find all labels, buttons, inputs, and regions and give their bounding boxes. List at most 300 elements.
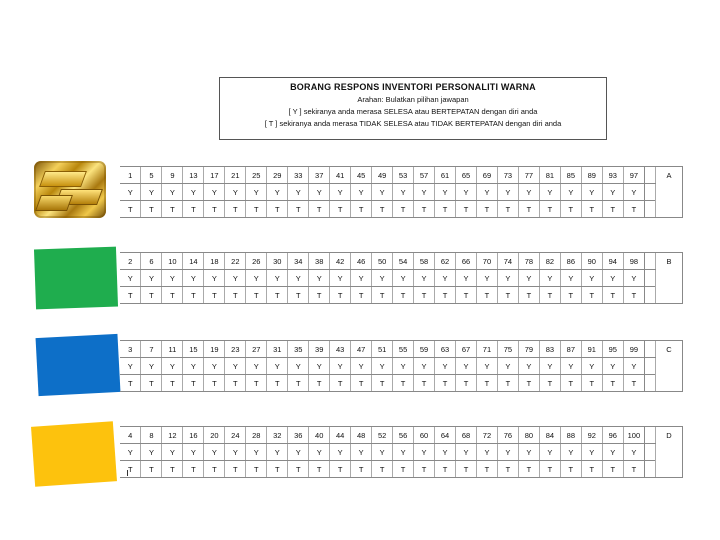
answer-t-option[interactable]: T xyxy=(456,287,477,304)
answer-y-option[interactable]: Y xyxy=(539,444,560,461)
answer-y-option[interactable]: Y xyxy=(414,270,435,287)
answer-y-option[interactable]: Y xyxy=(330,444,351,461)
question-number: 97 xyxy=(623,167,644,184)
answer-t-option[interactable]: T xyxy=(497,375,518,392)
answer-t-option[interactable]: T xyxy=(476,287,497,304)
answer-t-option[interactable]: T xyxy=(204,375,225,392)
answer-y-option[interactable]: Y xyxy=(225,358,246,375)
table-row xyxy=(120,461,683,478)
answer-t-option[interactable]: T xyxy=(560,461,581,478)
answer-y-option[interactable]: Y xyxy=(267,184,288,201)
answer-t-option[interactable]: T xyxy=(225,375,246,392)
answer-y-option[interactable]: Y xyxy=(560,270,581,287)
section-table xyxy=(120,426,683,478)
answer-t-option[interactable]: T xyxy=(497,461,518,478)
answer-t-option[interactable]: T xyxy=(372,461,393,478)
spacer-cell xyxy=(645,201,656,218)
question-number: 52 xyxy=(372,427,393,444)
answer-y-option[interactable]: Y xyxy=(435,444,456,461)
question-number: 16 xyxy=(183,427,204,444)
answer-y-option[interactable]: Y xyxy=(456,184,477,201)
question-number: 33 xyxy=(288,167,309,184)
question-number: 34 xyxy=(288,253,309,270)
answer-y-option[interactable]: Y xyxy=(288,184,309,201)
answer-t-option[interactable]: T xyxy=(414,287,435,304)
answer-y-option[interactable]: Y xyxy=(288,270,309,287)
answer-y-option[interactable]: Y xyxy=(476,184,497,201)
question-number: 17 xyxy=(204,167,225,184)
answer-y-option[interactable]: Y xyxy=(623,184,644,201)
answer-y-option[interactable]: Y xyxy=(351,358,372,375)
question-number: 21 xyxy=(225,167,246,184)
question-number: 77 xyxy=(518,167,539,184)
answer-t-option[interactable]: T xyxy=(518,461,539,478)
question-number: 43 xyxy=(330,341,351,358)
answer-t-option[interactable]: T xyxy=(309,287,330,304)
answer-t-option[interactable]: T xyxy=(120,201,141,218)
question-number: 28 xyxy=(246,427,267,444)
answer-t-option[interactable]: T xyxy=(351,287,372,304)
answer-y-option[interactable]: Y xyxy=(372,184,393,201)
table-row xyxy=(120,444,683,461)
answer-t-option[interactable]: T xyxy=(581,375,602,392)
answer-y-option[interactable]: Y xyxy=(267,444,288,461)
answer-y-option[interactable]: Y xyxy=(351,444,372,461)
answer-y-option[interactable]: Y xyxy=(141,358,162,375)
answer-t-option[interactable]: T xyxy=(267,461,288,478)
answer-y-option[interactable]: Y xyxy=(162,270,183,287)
answer-y-option[interactable]: Y xyxy=(539,270,560,287)
answer-y-option[interactable]: Y xyxy=(309,358,330,375)
spacer-cell xyxy=(645,270,656,287)
section-table xyxy=(120,252,683,304)
question-number: 61 xyxy=(435,167,456,184)
answer-t-option[interactable]: T xyxy=(393,287,414,304)
answer-y-option[interactable]: Y xyxy=(204,358,225,375)
question-number: 65 xyxy=(456,167,477,184)
question-number: 81 xyxy=(539,167,560,184)
answer-y-option[interactable]: Y xyxy=(602,444,623,461)
answer-y-option[interactable]: Y xyxy=(393,270,414,287)
answer-y-option[interactable]: Y xyxy=(518,444,539,461)
form-header xyxy=(219,77,607,140)
question-number: 37 xyxy=(309,167,330,184)
question-number: 99 xyxy=(623,341,644,358)
answer-y-option[interactable]: Y xyxy=(414,444,435,461)
answer-t-option[interactable]: T xyxy=(162,375,183,392)
answer-y-option[interactable]: Y xyxy=(330,270,351,287)
question-number: 18 xyxy=(204,253,225,270)
answer-y-option[interactable]: Y xyxy=(246,184,267,201)
answer-y-option[interactable]: Y xyxy=(225,270,246,287)
answer-y-option[interactable]: Y xyxy=(560,358,581,375)
answer-t-option[interactable]: T xyxy=(288,287,309,304)
question-number: 38 xyxy=(309,253,330,270)
answer-y-option[interactable]: Y xyxy=(518,358,539,375)
answer-y-option[interactable]: Y xyxy=(183,270,204,287)
answer-t-option[interactable]: T xyxy=(435,375,456,392)
question-number: 73 xyxy=(497,167,518,184)
answer-t-option[interactable]: T xyxy=(518,287,539,304)
answer-t-option[interactable]: T xyxy=(476,461,497,478)
answer-t-option[interactable]: T xyxy=(183,375,204,392)
table-row xyxy=(120,375,683,392)
answer-t-option[interactable]: T xyxy=(623,201,644,218)
question-number: 24 xyxy=(225,427,246,444)
answer-y-option[interactable]: Y xyxy=(246,358,267,375)
answer-t-option[interactable]: T xyxy=(162,201,183,218)
answer-y-option[interactable]: Y xyxy=(225,184,246,201)
spacer-cell xyxy=(645,461,656,478)
question-number: 63 xyxy=(435,341,456,358)
question-number: 74 xyxy=(497,253,518,270)
question-number: 20 xyxy=(204,427,225,444)
answer-y-option[interactable]: Y xyxy=(183,444,204,461)
answer-t-option[interactable]: T xyxy=(602,287,623,304)
answer-y-option[interactable]: Y xyxy=(581,270,602,287)
answer-t-option[interactable]: T xyxy=(183,461,204,478)
answer-y-option[interactable]: Y xyxy=(393,184,414,201)
answer-t-option[interactable]: T xyxy=(288,375,309,392)
question-number: 25 xyxy=(246,167,267,184)
answer-t-option[interactable]: T xyxy=(141,375,162,392)
question-number: 1 xyxy=(120,167,141,184)
answer-t-option[interactable]: T xyxy=(372,201,393,218)
answer-y-option[interactable]: Y xyxy=(246,444,267,461)
answer-t-option[interactable]: T xyxy=(539,287,560,304)
answer-y-option[interactable]: Y xyxy=(476,444,497,461)
answer-y-option[interactable]: Y xyxy=(435,270,456,287)
section-table xyxy=(120,340,683,392)
answer-y-option[interactable]: Y xyxy=(560,184,581,201)
table-row xyxy=(120,341,683,358)
question-number: 71 xyxy=(476,341,497,358)
answer-y-option[interactable]: Y xyxy=(309,184,330,201)
answer-y-option[interactable]: Y xyxy=(141,270,162,287)
answer-t-option[interactable]: T xyxy=(581,287,602,304)
answer-t-option[interactable]: T xyxy=(225,461,246,478)
question-number: 70 xyxy=(476,253,497,270)
answer-t-option[interactable]: T xyxy=(225,201,246,218)
answer-t-option[interactable]: T xyxy=(414,375,435,392)
question-number: 11 xyxy=(162,341,183,358)
answer-y-option[interactable]: Y xyxy=(581,358,602,375)
answer-t-option[interactable]: T xyxy=(560,201,581,218)
answer-y-option[interactable]: Y xyxy=(456,444,477,461)
answer-y-option[interactable]: Y xyxy=(372,270,393,287)
answer-y-option[interactable]: Y xyxy=(330,184,351,201)
answer-t-option[interactable]: T xyxy=(456,375,477,392)
answer-t-option[interactable]: T xyxy=(330,201,351,218)
question-number: 92 xyxy=(581,427,602,444)
answer-t-option[interactable]: T xyxy=(623,287,644,304)
question-number: 13 xyxy=(183,167,204,184)
question-number: 68 xyxy=(456,427,477,444)
answer-t-option[interactable]: T xyxy=(267,287,288,304)
question-number: 62 xyxy=(435,253,456,270)
question-number: 23 xyxy=(225,341,246,358)
question-number: 91 xyxy=(581,341,602,358)
spacer-cell xyxy=(645,184,656,201)
yellow-swatch xyxy=(31,421,117,487)
answer-t-option[interactable]: T xyxy=(309,375,330,392)
question-number: 96 xyxy=(602,427,623,444)
question-number: 26 xyxy=(246,253,267,270)
answer-t-option[interactable]: T xyxy=(456,201,477,218)
question-number: 85 xyxy=(560,167,581,184)
answer-y-option[interactable]: Y xyxy=(623,270,644,287)
answer-t-option[interactable]: T xyxy=(330,287,351,304)
answer-y-option[interactable]: Y xyxy=(204,270,225,287)
answer-y-option[interactable]: Y xyxy=(288,444,309,461)
spacer-cell xyxy=(645,253,656,270)
section-table xyxy=(120,166,683,218)
question-number: 60 xyxy=(414,427,435,444)
section-label: B xyxy=(656,253,683,304)
answer-t-option[interactable]: T xyxy=(267,201,288,218)
answer-t-option[interactable]: T xyxy=(120,375,141,392)
answer-t-option[interactable]: T xyxy=(120,461,141,478)
answer-t-option[interactable]: T xyxy=(288,461,309,478)
answer-y-option[interactable]: Y xyxy=(623,444,644,461)
answer-y-option[interactable]: Y xyxy=(162,184,183,201)
answer-t-option[interactable]: T xyxy=(309,201,330,218)
answer-y-option[interactable]: Y xyxy=(204,444,225,461)
answer-y-option[interactable]: Y xyxy=(435,184,456,201)
answer-y-option[interactable]: Y xyxy=(141,184,162,201)
section-label: C xyxy=(656,341,683,392)
answer-t-option[interactable]: T xyxy=(623,461,644,478)
spacer-cell xyxy=(645,341,656,358)
question-number: 46 xyxy=(351,253,372,270)
table-row xyxy=(120,167,683,184)
answer-t-option[interactable]: T xyxy=(560,375,581,392)
question-number: 56 xyxy=(393,427,414,444)
answer-y-option[interactable]: Y xyxy=(414,358,435,375)
question-number: 98 xyxy=(623,253,644,270)
answer-y-option[interactable]: Y xyxy=(435,358,456,375)
question-number: 64 xyxy=(435,427,456,444)
margin-tick xyxy=(127,470,128,476)
answer-t-option[interactable]: T xyxy=(372,287,393,304)
answer-t-option[interactable]: T xyxy=(351,201,372,218)
answer-t-option[interactable]: T xyxy=(623,375,644,392)
question-number: 30 xyxy=(267,253,288,270)
answer-y-option[interactable]: Y xyxy=(120,358,141,375)
answer-t-option[interactable]: T xyxy=(497,201,518,218)
answer-y-option[interactable]: Y xyxy=(141,444,162,461)
answer-t-option[interactable]: T xyxy=(351,375,372,392)
question-number: 100 xyxy=(623,427,644,444)
question-number: 10 xyxy=(162,253,183,270)
answer-t-option[interactable]: T xyxy=(267,375,288,392)
answer-y-option[interactable]: Y xyxy=(497,270,518,287)
table-row xyxy=(120,253,683,270)
question-number: 51 xyxy=(372,341,393,358)
answer-t-option[interactable]: T xyxy=(246,461,267,478)
question-number: 3 xyxy=(120,341,141,358)
answer-t-option[interactable]: T xyxy=(204,287,225,304)
answer-y-option[interactable]: Y xyxy=(120,270,141,287)
question-number: 7 xyxy=(141,341,162,358)
answer-t-option[interactable]: T xyxy=(539,375,560,392)
answer-y-option[interactable]: Y xyxy=(309,270,330,287)
answer-t-option[interactable]: T xyxy=(330,461,351,478)
answer-t-option[interactable]: T xyxy=(330,375,351,392)
answer-y-option[interactable]: Y xyxy=(309,444,330,461)
answer-t-option[interactable]: T xyxy=(204,461,225,478)
answer-t-option[interactable]: T xyxy=(288,201,309,218)
answer-y-option[interactable]: Y xyxy=(581,184,602,201)
question-number: 80 xyxy=(518,427,539,444)
answer-y-option[interactable]: Y xyxy=(497,184,518,201)
question-number: 53 xyxy=(393,167,414,184)
question-number: 84 xyxy=(539,427,560,444)
answer-t-option[interactable]: T xyxy=(560,287,581,304)
answer-y-option[interactable]: Y xyxy=(476,358,497,375)
answer-y-option[interactable]: Y xyxy=(414,184,435,201)
section-label: A xyxy=(656,167,683,218)
question-number: 75 xyxy=(497,341,518,358)
answer-t-option[interactable]: T xyxy=(435,201,456,218)
gold-swatch-image xyxy=(34,161,106,218)
answer-t-option[interactable]: T xyxy=(162,461,183,478)
question-number: 44 xyxy=(330,427,351,444)
answer-t-option[interactable]: T xyxy=(581,201,602,218)
answer-t-option[interactable]: T xyxy=(393,375,414,392)
answer-y-option[interactable]: Y xyxy=(183,184,204,201)
question-number: 27 xyxy=(246,341,267,358)
answer-t-option[interactable]: T xyxy=(204,201,225,218)
answer-t-option[interactable]: T xyxy=(225,287,246,304)
question-number: 2 xyxy=(120,253,141,270)
answer-y-option[interactable]: Y xyxy=(330,358,351,375)
answer-t-option[interactable]: T xyxy=(539,461,560,478)
gold-bar-icon xyxy=(39,171,87,187)
answer-t-option[interactable]: T xyxy=(141,287,162,304)
answer-y-option[interactable]: Y xyxy=(183,358,204,375)
spacer-cell xyxy=(645,167,656,184)
table-row xyxy=(120,427,683,444)
answer-y-option[interactable]: Y xyxy=(351,270,372,287)
answer-y-option[interactable]: Y xyxy=(456,270,477,287)
answer-y-option[interactable]: Y xyxy=(497,358,518,375)
answer-t-option[interactable]: T xyxy=(162,287,183,304)
answer-y-option[interactable]: Y xyxy=(267,270,288,287)
answer-t-option[interactable]: T xyxy=(246,287,267,304)
answer-y-option[interactable]: Y xyxy=(539,184,560,201)
answer-t-option[interactable]: T xyxy=(581,461,602,478)
answer-y-option[interactable]: Y xyxy=(288,358,309,375)
answer-y-option[interactable]: Y xyxy=(204,184,225,201)
question-number: 29 xyxy=(267,167,288,184)
answer-t-option[interactable]: T xyxy=(539,201,560,218)
no-instruction: [ T ] sekiranya anda merasa TIDAK SELESA atau TIDAK BERTEPATAN dengan diri anda xyxy=(264,119,562,128)
answer-t-option[interactable]: T xyxy=(602,461,623,478)
answer-y-option[interactable]: Y xyxy=(393,358,414,375)
question-number: 6 xyxy=(141,253,162,270)
answer-t-option[interactable]: T xyxy=(393,201,414,218)
answer-y-option[interactable]: Y xyxy=(476,270,497,287)
answer-y-option[interactable]: Y xyxy=(267,358,288,375)
answer-t-option[interactable]: T xyxy=(435,287,456,304)
answer-y-option[interactable]: Y xyxy=(246,270,267,287)
question-number: 82 xyxy=(539,253,560,270)
answer-t-option[interactable]: T xyxy=(183,201,204,218)
answer-y-option[interactable]: Y xyxy=(581,444,602,461)
table-row xyxy=(120,358,683,375)
answer-y-option[interactable]: Y xyxy=(518,184,539,201)
answer-t-option[interactable]: T xyxy=(120,287,141,304)
answer-y-option[interactable]: Y xyxy=(518,270,539,287)
spacer-cell xyxy=(645,287,656,304)
answer-t-option[interactable]: T xyxy=(476,201,497,218)
answer-y-option[interactable]: Y xyxy=(456,358,477,375)
answer-t-option[interactable]: T xyxy=(602,375,623,392)
answer-t-option[interactable]: T xyxy=(246,201,267,218)
answer-t-option[interactable]: T xyxy=(497,287,518,304)
answer-t-option[interactable]: T xyxy=(141,201,162,218)
question-number: 8 xyxy=(141,427,162,444)
answer-y-option[interactable]: Y xyxy=(225,444,246,461)
answer-y-option[interactable]: Y xyxy=(623,358,644,375)
question-number: 19 xyxy=(204,341,225,358)
answer-y-option[interactable]: Y xyxy=(120,444,141,461)
answer-y-option[interactable]: Y xyxy=(602,270,623,287)
answer-y-option[interactable]: Y xyxy=(372,444,393,461)
question-number: 5 xyxy=(141,167,162,184)
blue-swatch xyxy=(36,334,121,396)
answer-t-option[interactable]: T xyxy=(246,375,267,392)
answer-y-option[interactable]: Y xyxy=(393,444,414,461)
answer-y-option[interactable]: Y xyxy=(497,444,518,461)
spacer-cell xyxy=(645,427,656,444)
answer-y-option[interactable]: Y xyxy=(602,184,623,201)
question-number: 67 xyxy=(456,341,477,358)
spacer-cell xyxy=(645,358,656,375)
answer-t-option[interactable]: T xyxy=(141,461,162,478)
answer-t-option[interactable]: T xyxy=(518,375,539,392)
spacer-cell xyxy=(645,375,656,392)
answer-y-option[interactable]: Y xyxy=(120,184,141,201)
answer-t-option[interactable]: T xyxy=(456,461,477,478)
answer-y-option[interactable]: Y xyxy=(162,358,183,375)
answer-t-option[interactable]: T xyxy=(414,201,435,218)
gold-bar-icon xyxy=(35,195,73,211)
answer-t-option[interactable]: T xyxy=(602,201,623,218)
answer-t-option[interactable]: T xyxy=(372,375,393,392)
answer-y-option[interactable]: Y xyxy=(539,358,560,375)
answer-y-option[interactable]: Y xyxy=(162,444,183,461)
answer-t-option[interactable]: T xyxy=(309,461,330,478)
answer-y-option[interactable]: Y xyxy=(602,358,623,375)
question-number: 90 xyxy=(581,253,602,270)
question-number: 32 xyxy=(267,427,288,444)
answer-t-option[interactable]: T xyxy=(476,375,497,392)
answer-t-option[interactable]: T xyxy=(435,461,456,478)
answer-t-option[interactable]: T xyxy=(518,201,539,218)
question-number: 4 xyxy=(120,427,141,444)
question-number: 72 xyxy=(476,427,497,444)
answer-t-option[interactable]: T xyxy=(183,287,204,304)
answer-t-option[interactable]: T xyxy=(393,461,414,478)
answer-t-option[interactable]: T xyxy=(351,461,372,478)
answer-y-option[interactable]: Y xyxy=(372,358,393,375)
answer-y-option[interactable]: Y xyxy=(351,184,372,201)
answer-y-option[interactable]: Y xyxy=(560,444,581,461)
question-number: 79 xyxy=(518,341,539,358)
answer-t-option[interactable]: T xyxy=(414,461,435,478)
